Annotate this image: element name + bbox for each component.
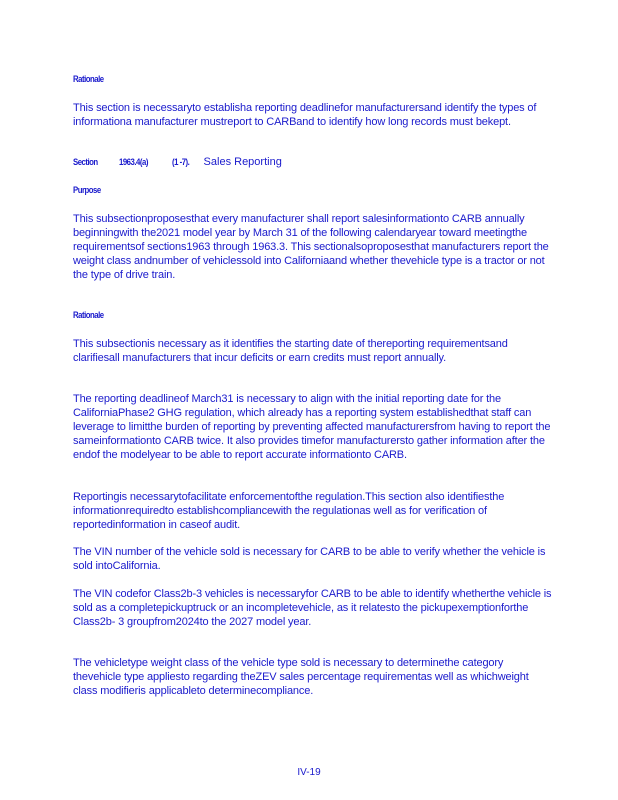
rationale-paragraph-2: This subsectionis necessary as it identifies the starting date of thereporting requirementsand clarifiesall manufacturers that incur deficits or earn credits must report annually. (73, 338, 508, 364)
vehicle-type-paragraph: The vehicletype weight class of the vehicle type sold is necessary to determinethe category thevehicle type appliesto regarding theZEV sales percentage requirementas well as whichweight class modifieris applicableto determinecompliance. (73, 657, 529, 697)
vin-code-paragraph: The VIN codefor Class2b-3 vehicles is necessaryfor CARB to be able to identify whetherthe vehicle is sold as a completepickuptruck or an incompletevehicle, as it relatesto the pickupexemptionforthe Class2b- 3 groupfrom2024to the 2027 model year. (73, 588, 552, 628)
rationale-heading-2: Rationale (73, 310, 104, 321)
enforcement-paragraph: Reportingis necessarytofacilitate enforcementofthe regulation.This section also identifiesthe informationrequiredto establishcompliancewith the regulationas well as for verification of reportedinformation in caseof audit. (73, 491, 505, 531)
purpose-heading: Purpose (73, 185, 101, 196)
section-heading (73, 156, 282, 168)
rationale-heading: Rationale (73, 74, 104, 85)
section-title: Sales Reporting (203, 156, 282, 168)
section-range: (1 -7). (172, 157, 190, 168)
rationale-paragraph: This section is necessaryto establisha reporting deadlinefor manufacturersand identify the types of informationa manufacturer mustreport to CARBand to identify how long records must bekept. (73, 102, 537, 128)
deadline-paragraph: The reporting deadlineof March31 is necessary to align with the initial reporting date for the CaliforniaPhase2 GHG regulation, which already has a reporting system establishedthat staff can leverage to limitthe burden of reporting by preventing affected manufacturersfrom having to report the sameinformationto CARB twice. It also provides timefor manufacturersto gather information after the endof the modelyear to be able to report accurate informationto CARB. (73, 393, 551, 461)
purpose-paragraph: This subsectionproposesthat every manufacturer shall report salesinformationto CARB annually beginningwith the2021 model year by March 31 of the following calendaryear toward meetingthe requirementsof sections1963 through 1963.3. This sectionalsoproposesthat manufacturers report the weight class andnumber of vehiclessold into Californiaand whether thevehicle type is a tractor or not the type of drive train. (73, 213, 549, 281)
page-number: IV-19 (297, 767, 321, 778)
section-number: 1963.4(a) (119, 157, 149, 168)
section-label: Section (73, 157, 98, 168)
vin-paragraph: The VIN number of the vehicle sold is necessary for CARB to be able to verify whether the vehicle is sold intoCalifornia. (73, 546, 546, 572)
